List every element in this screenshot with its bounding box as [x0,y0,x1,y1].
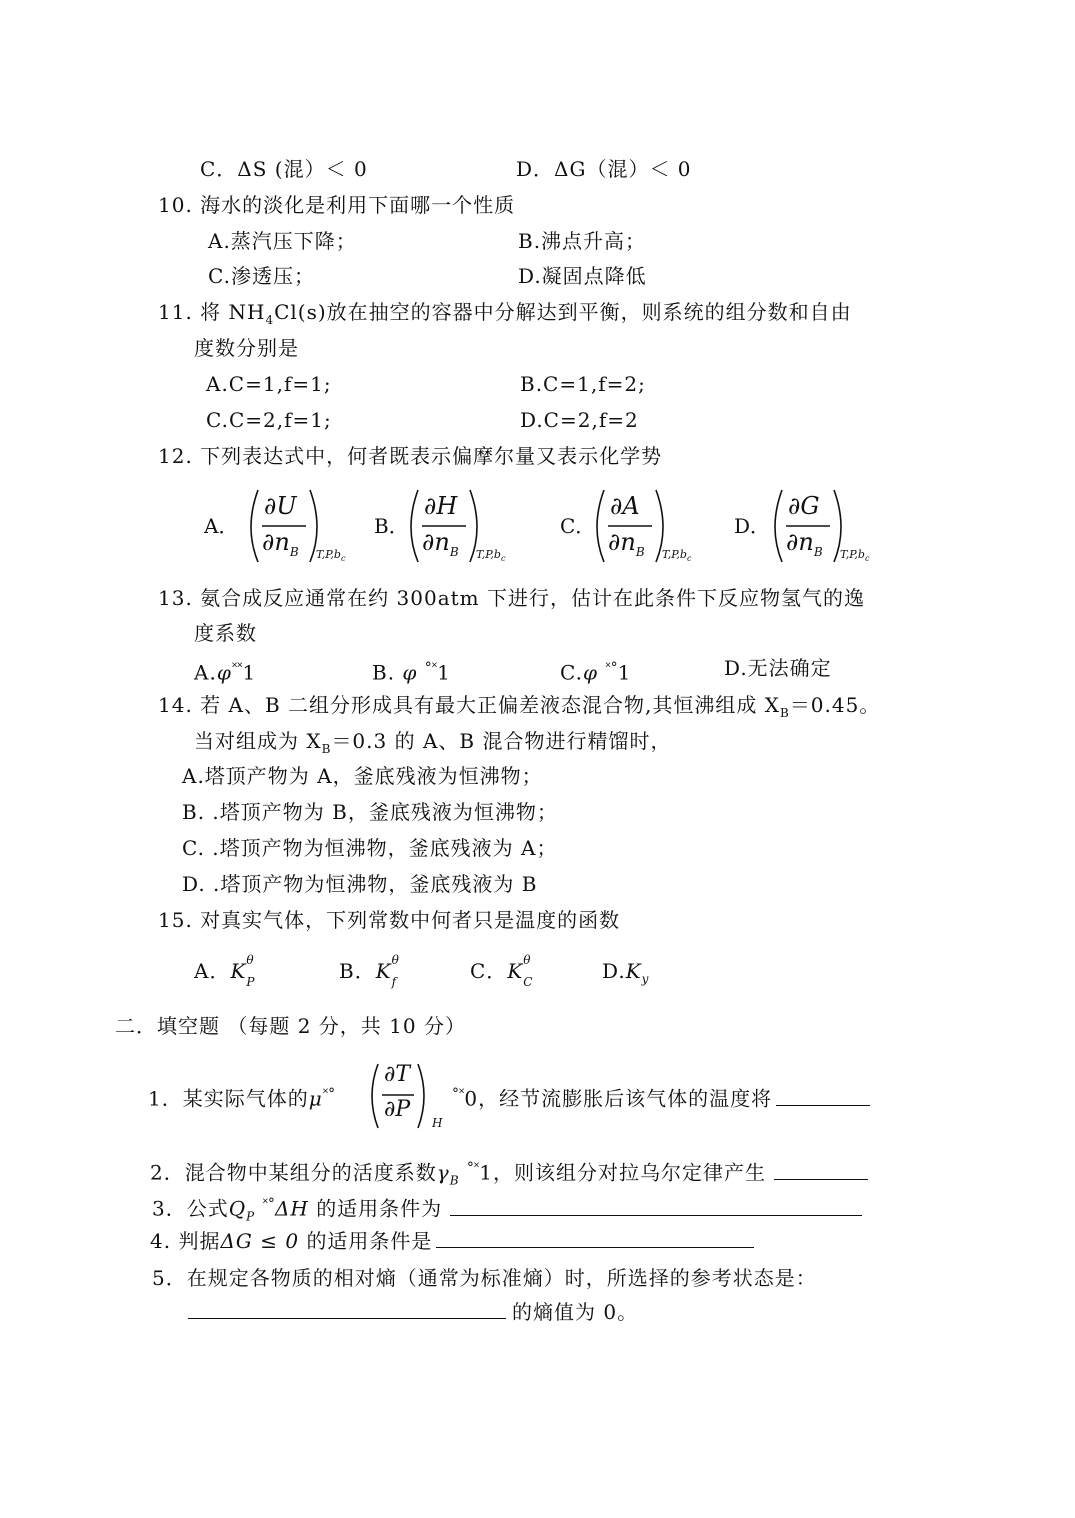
q13-option-b: B. φ °˟1 [372,660,451,685]
garbled-symbol-icon: ˟˟ [231,660,243,676]
q11-stem-sub: 4 [265,313,275,327]
q13-option-d: D.无法确定 [724,656,832,680]
garbled-symbol-icon: ˟° [262,1196,275,1212]
q14-stem: 14. 若 A、B 二组分形成具有最大正偏差液态混合物,其恒沸组成 $X_B=0.45$。 [158,693,881,720]
fill-5-line2: 的熵值为 0。 [188,1299,638,1325]
q11-option-d: D.C=2,f=2 [520,408,639,432]
q12-b-numerator: ∂H [424,492,458,520]
q14-option-c: C. .塔顶产物为恒沸物，釜底残液为 A； [182,836,558,860]
fill-2: 2．混合物中某组分的活度系数$\gamma_B$ °˟1，则该组分对拉乌尔定律产生 [150,1155,868,1194]
fill-1-denominator: ∂P [384,1097,411,1122]
q13-option-c: C.φ ˟°1 [560,660,632,685]
q12-option-a-label: A． [204,514,239,538]
q14-stem-line2: 当对组成为 $X_B=0.3$ 的 A、B 混合物进行精馏时， [194,729,672,756]
q11-option-a: A.C=1,f=1; [206,372,332,396]
q10-option-c: C.渗透压； [208,264,315,288]
garbled-symbol-icon: ˟° [322,1086,336,1102]
q12-d-denominator: $\partial n_B$ [786,528,823,559]
q12-option-a [204,488,364,568]
fill-1-numerator: ∂T [384,1062,411,1087]
q12-option-c-label: C． [560,514,596,538]
q11-stem-post: Cl(s)放在抽空的容器中分解达到平衡，则系统的组分数和自由 [274,300,852,324]
fill-4-answer-blank[interactable] [436,1229,754,1248]
fill-3-answer-blank[interactable] [450,1197,862,1216]
q12-option-b [374,488,534,568]
q14-option-b: B. .塔顶产物为 B，釜底残液为恒沸物； [182,800,558,824]
q15-option-d: $D.K_y$ [602,959,650,986]
q15-stem: 15. 对真实气体，下列常数中何者只是温度的函数 [158,908,621,932]
q12-b-subscript: $T,P,b_c$ [476,548,506,564]
garbled-symbol-icon: °˟ [424,660,438,676]
q11-option-c: C.C=2,f=1; [206,408,332,432]
q12-b-denominator: $\partial n_B$ [422,528,459,559]
fill-4: 4. 判据ΔG ≤ 0 的适用条件是 [150,1228,754,1254]
q13-stem: 13. 氨合成反应通常在约 300atm 下进行，估计在此条件下反应物氢气的逸 [158,586,865,610]
q12-a-numerator: ∂U [264,492,297,520]
q15-option-b: B．K θ f [339,953,400,989]
q12-stem: 12. 下列表达式中，何者既表示偏摩尔量又表示化学势 [158,444,663,468]
q15-option-a: A．K θ P [194,953,256,989]
q12-c-denominator: $\partial n_B$ [608,528,645,559]
q11-option-b: B.C=1,f=2; [520,372,646,396]
q11-stem-pre: 11. 将 NH [158,300,266,324]
q12-option-d [734,488,904,568]
q12-option-d-label: D． [734,514,771,538]
fill-5-line1: 5．在规定各物质的相对熵（通常为标准熵）时，所选择的参考状态是： [152,1266,817,1290]
q11-stem [158,299,852,333]
q12-a-subscript: $T,P,b_c$ [316,548,346,564]
q9-option-d: D．ΔG（混）＜ 0 [516,157,692,181]
q11-stem-line2: 度数分别是 [194,336,299,360]
fill-1: 1．某实际气体的μ˟° [148,1086,336,1111]
q10-option-b: B.沸点升高； [518,229,647,253]
q14-option-d: D. .塔顶产物为恒沸物，釜底残液为 B [182,872,538,896]
section-title: 二．填空题 （每题 2 分，共 10 分） [115,1014,466,1038]
garbled-symbol-icon: °˟ [452,1086,465,1102]
q13-option-a: A.φ˟˟1 [194,660,257,685]
q12-d-numerator: ∂G [788,492,820,520]
fill-1-answer-blank[interactable] [776,1087,870,1106]
q13-stem-line2: 度系数 [194,621,257,645]
q12-c-subscript: $T,P,b_c$ [662,548,692,564]
q10-stem: 10. 海水的淡化是利用下面哪一个性质 [158,193,516,217]
q15-option-c: C．K θ C [470,953,534,989]
q12-a-denominator: $\partial n_B$ [262,528,299,559]
q12-option-b-label: B． [374,514,409,538]
fill-1-subscript: H [432,1116,443,1130]
q10-option-a: A.蒸汽压下降； [208,229,357,253]
q12-d-subscript: $T,P,b_c$ [840,548,870,564]
q10-option-d: D.凝固点降低 [518,264,647,288]
q12-option-c [560,488,720,568]
q12-c-numerator: ∂A [610,492,640,520]
fill-3: 3．公式$Q_P$ ˟°ΔH 的适用条件为 [152,1191,862,1230]
fill-2-answer-blank[interactable] [774,1161,868,1180]
garbled-symbol-icon: ˟° [605,660,618,676]
fill-1-rest: °˟0，经节流膨胀后该气体的温度将 [452,1081,870,1112]
q14-option-a: A.塔顶产物为 A，釜底残液为恒沸物； [182,764,543,788]
fill-5-answer-blank[interactable] [188,1300,506,1319]
q9-option-c: C．ΔS (混）＜ 0 [200,157,368,181]
garbled-symbol-icon: °˟ [466,1160,480,1176]
